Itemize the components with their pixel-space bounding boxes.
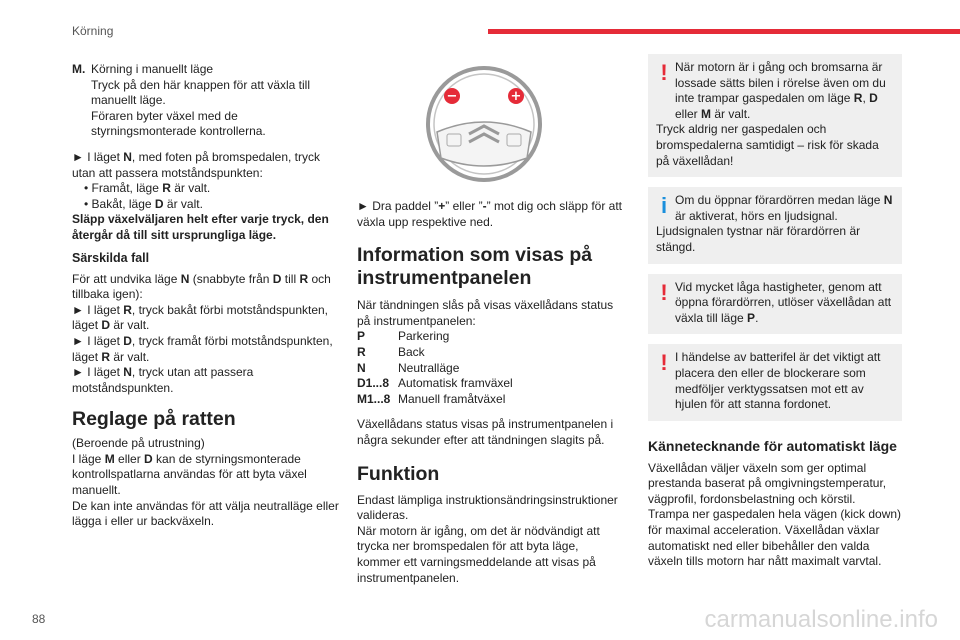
warning-box: ! När motorn är i gång och bromsarna är lossade sätts bilen i rörelse även om du inte trampar gaspedalen om läge R, D eller M är valt. Tryck aldrig ner gaspedalen och bromspedalerna samtidigt – risk för skada på växellådan! <box>648 54 902 177</box>
column-left <box>72 62 340 530</box>
gear-status-list <box>357 329 625 407</box>
section-title: Körning <box>72 24 114 38</box>
gear-desc: Neutralläge <box>398 360 460 375</box>
svg-text:+: + <box>510 89 522 104</box>
svg-text:−: − <box>446 89 458 104</box>
gear-key: N <box>357 360 366 375</box>
instrument-info-intro: När tändningen slås på visas växellådans status på instrumentpanelen: <box>357 298 614 328</box>
bullet-forward: • Framåt, läge R är valt. <box>84 181 211 196</box>
info-box: i Om du öppnar förardörren medan läge N är aktiverat, hörs en ljudsignal. Ljudsignalen tystnar när förardörren är stängd. <box>648 187 902 263</box>
neutral-instruction: ► I läget N, med foten på bromspedalen, tryck utan att passera motståndspunkten: <box>72 149 321 180</box>
function-text-1: Endast lämpliga instruktionsändringsinstruktioner valideras. <box>357 492 618 523</box>
warning-icon: ! <box>660 60 668 85</box>
column-middle <box>357 62 625 586</box>
watermark: carmanualsonline.info <box>704 606 938 633</box>
controls-equipment: (Beroende på utrustning) <box>72 436 205 451</box>
mode-m-line: Föraren byter växel med de styrningsmonterade kontrollerna. <box>91 108 266 139</box>
instrument-info-heading: Information som visas på instrumentpanelen <box>357 244 593 290</box>
warning-box: ! I händelse av batterifel är det viktigt att placera den eller de blockerare som medföljer verktygssatsen mot ett av hjulen för att stanna fordonet. <box>648 344 902 420</box>
warning-icon: ! <box>660 350 668 376</box>
function-heading: Funktion <box>357 462 440 485</box>
automatic-mode-heading: Kännetecknande för automatiskt läge <box>648 437 897 454</box>
function-text-2: När motorn är igång, om det är nödvändigt att trycka ner bromspedalen för att byta läge, kommer ett varningsmeddelande att visas på instrumentpanelen. <box>357 523 600 585</box>
mode-m-item <box>72 62 340 78</box>
mode-m-label: M. <box>72 62 86 76</box>
special-case-d: ► I läget D, tryck framåt förbi motståndspunkten, läget R är valt. <box>72 333 333 364</box>
gear-key: R <box>357 344 366 359</box>
page-number: 88 <box>32 612 46 626</box>
automatic-mode-text-2: Trampa ner gaspedalen hela vägen (kick down) för maximal acceleration. Växellådan växlar automatiskt ned eller bibehåller den valda växeln tills motorn har nått maximalt varvtal. <box>648 507 902 569</box>
special-cases-heading: Särskilda fall <box>72 250 150 265</box>
gear-key: D1...8 <box>357 376 390 391</box>
gear-desc: Parkering <box>398 329 450 344</box>
automatic-mode-text-1: Växellådan väljer växeln som ger optimal prestanda baserat på omgivningstemperatur, vägprofil, fordonsbelastning och körstil. <box>648 460 887 506</box>
mode-m-line: Tryck på den här knappen för att växla till manuellt läge. <box>91 77 310 108</box>
info-icon: i <box>660 193 668 219</box>
controls-restriction: De kan inte användas för att välja neutralläge eller lägga i eller ur backväxeln. <box>72 498 339 529</box>
header-accent-bar <box>488 29 960 34</box>
column-right <box>648 54 902 570</box>
controls-heading: Reglage på ratten <box>72 408 236 431</box>
gear-desc: Manuell framåtväxel <box>398 391 506 406</box>
gear-key: P <box>357 329 366 344</box>
status-display-text: Växellådans status visas på instrumentpanelen i några sekunder efter att tändningen slagits på. <box>357 417 614 447</box>
mode-m-title: Körning i manuellt läge <box>91 62 214 76</box>
warning-box: ! Vid mycket låga hastigheter, genom att öppna förardörren, utlöser växellådan att växla till läge P. <box>648 274 902 335</box>
gear-key: M1...8 <box>357 391 391 406</box>
special-case-r: ► I läget R, tryck bakåt förbi motståndspunkten, läget D är valt. <box>72 302 329 333</box>
steering-wheel-illustration <box>409 62 559 187</box>
controls-description: I läge M eller D kan de styrningsmonterade kontrollspatlarna användas för att byta växel manuellt. <box>72 451 307 498</box>
warning-icon: ! <box>660 279 668 305</box>
bullet-backward: • Bakåt, läge D är valt. <box>84 196 203 211</box>
paddle-instruction: ► Dra paddel ”+” eller ”-” mot dig och släpp för att växla upp respektive ned. <box>357 199 623 229</box>
release-note: Släpp växelväljaren helt efter varje tryck, den återgår då till sitt ursprungliga läge. <box>72 212 329 242</box>
gear-desc: Back <box>398 344 425 359</box>
gear-desc: Automatisk framväxel <box>398 376 513 391</box>
special-case-n: ► I läget N, tryck utan att passera motståndspunkten. <box>72 365 254 395</box>
special-case-intro: För att undvika läge N (snabbyte från D till R och tillbaka igen): <box>72 271 331 302</box>
